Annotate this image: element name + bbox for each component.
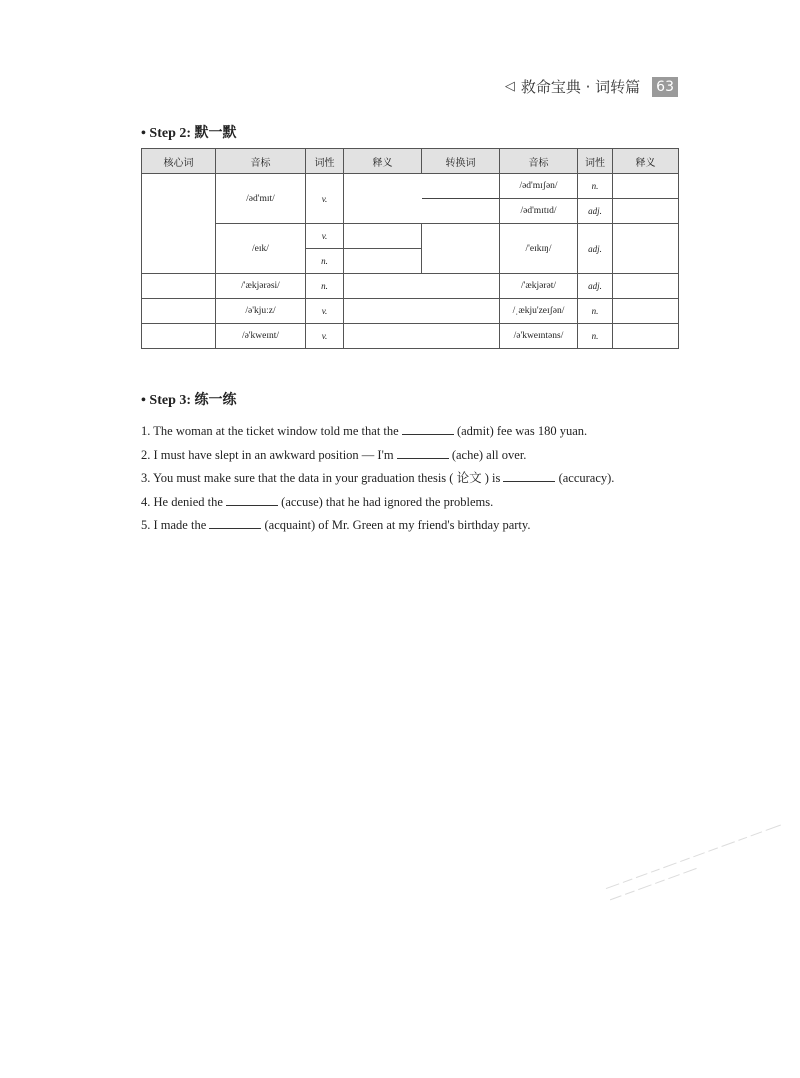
header-derived-phonetic: 音标 — [500, 149, 578, 174]
table-row — [142, 174, 679, 199]
meaning-cell[interactable] — [344, 224, 422, 249]
ipa-cell: /ə'kjuːz/ — [216, 299, 306, 324]
page-number: 63 — [652, 77, 678, 97]
derived-meaning-cell[interactable] — [613, 174, 679, 199]
derived-ipa-cell: /'eɪkɪŋ/ — [500, 224, 578, 274]
ipa-cell: /'ækjərəsi/ — [216, 274, 306, 299]
table-row — [142, 224, 679, 249]
header-title: 救命宝典 · 词转篇 — [520, 78, 641, 96]
derived-meaning-cell[interactable] — [613, 274, 679, 299]
vocabulary-table — [141, 148, 679, 349]
merged-blank-cell[interactable] — [344, 274, 500, 299]
pos-cell: n. — [306, 274, 344, 299]
page-header — [505, 76, 678, 97]
core-word-cell[interactable] — [142, 174, 216, 274]
step3-title: 练一练 — [194, 392, 237, 408]
step2-title: 默一默 — [194, 125, 237, 141]
step3-label: Step 3: — [149, 393, 192, 408]
pos-cell: v. — [306, 299, 344, 324]
derived-meaning-cell[interactable] — [613, 199, 679, 224]
header-derived-pos: 词性 — [578, 149, 613, 174]
pos-cell: v. — [306, 224, 344, 249]
answer-blank[interactable] — [209, 515, 261, 529]
merged-blank-cell[interactable] — [344, 174, 500, 224]
watermark-scribble-icon — [600, 810, 798, 907]
derived-pos-cell: adj. — [578, 224, 613, 274]
ipa-cell: /ə'kweɪnt/ — [216, 324, 306, 349]
derived-pos-cell: adj. — [578, 274, 613, 299]
header-pos: 词性 — [306, 149, 344, 174]
sentence-text: 3. You must make sure that the data in your graduation thesis ( 论文 ) is — [141, 471, 501, 485]
pos-cell: v. — [306, 174, 344, 224]
table-row — [142, 274, 679, 299]
ipa-cell: /eɪk/ — [216, 224, 306, 274]
header-core-word: 核心词 — [142, 149, 216, 174]
bullet-icon: • — [141, 126, 146, 141]
derived-meaning-cell[interactable] — [613, 224, 679, 274]
derived-word-cell[interactable] — [422, 224, 500, 274]
sentence-text: 1. The woman at the ticket window told me that the — [141, 424, 399, 438]
derived-pos-cell: n. — [578, 324, 613, 349]
step2-label: Step 2: — [149, 126, 192, 141]
derived-pos-cell: n. — [578, 174, 613, 199]
core-word-cell[interactable] — [142, 299, 216, 324]
sentence-text: 4. He denied the — [141, 494, 223, 509]
triangle-left-icon: ◁ — [504, 79, 515, 94]
sentence-text: 5. I made the — [141, 518, 207, 532]
header-derived-meaning: 释义 — [613, 149, 679, 174]
merged-blank-cell[interactable] — [344, 299, 500, 324]
header-meaning: 释义 — [344, 149, 422, 174]
table-row — [142, 299, 679, 324]
derived-pos-cell: n. — [578, 299, 613, 324]
answer-blank[interactable] — [397, 445, 449, 459]
exercise-item — [141, 491, 614, 515]
header-phonetic: 音标 — [216, 149, 306, 174]
sentence-hint: (acquaint) of Mr. Green at my friend's birthday party. — [264, 518, 531, 532]
derived-meaning-cell[interactable] — [613, 299, 679, 324]
exercise-list — [141, 420, 614, 538]
step3-heading — [141, 389, 237, 409]
exercise-item — [141, 444, 614, 468]
answer-blank[interactable] — [226, 492, 278, 506]
step2-heading — [141, 122, 237, 142]
derived-ipa-cell: /əd'mɪtɪd/ — [500, 199, 578, 224]
header-derived-word: 转换词 — [422, 149, 500, 174]
answer-blank[interactable] — [503, 468, 555, 482]
table-header-row — [142, 149, 679, 174]
meaning-cell[interactable] — [344, 249, 422, 274]
sentence-hint: (accuracy). — [558, 471, 615, 485]
exercise-item — [141, 467, 614, 491]
bullet-icon: • — [141, 393, 146, 408]
table-row — [142, 324, 679, 349]
pos-cell: n. — [306, 249, 344, 274]
derived-ipa-cell: /ə'kweɪntəns/ — [500, 324, 578, 349]
derived-ipa-cell: /əd'mɪʃən/ — [500, 174, 578, 199]
exercise-item — [141, 420, 614, 444]
sentence-hint: (ache) all over. — [451, 447, 527, 462]
exercise-item — [141, 514, 614, 538]
core-word-cell[interactable] — [142, 274, 216, 299]
ipa-cell: /əd'mɪt/ — [216, 174, 306, 224]
sentence-text: 2. I must have slept in an awkward position — I'm — [141, 447, 394, 462]
divider — [422, 198, 499, 199]
pos-cell: v. — [306, 324, 344, 349]
derived-ipa-cell: /ˌækju'zeɪʃən/ — [500, 299, 578, 324]
answer-blank[interactable] — [402, 421, 454, 435]
core-word-cell[interactable] — [142, 324, 216, 349]
watermark — [600, 810, 799, 909]
merged-blank-cell[interactable] — [344, 324, 500, 349]
derived-ipa-cell: /'ækjərət/ — [500, 274, 578, 299]
derived-pos-cell: adj. — [578, 199, 613, 224]
sentence-hint: (admit) fee was 180 yuan. — [456, 424, 588, 438]
sentence-hint: (accuse) that he had ignored the problems. — [281, 494, 494, 509]
derived-meaning-cell[interactable] — [613, 324, 679, 349]
